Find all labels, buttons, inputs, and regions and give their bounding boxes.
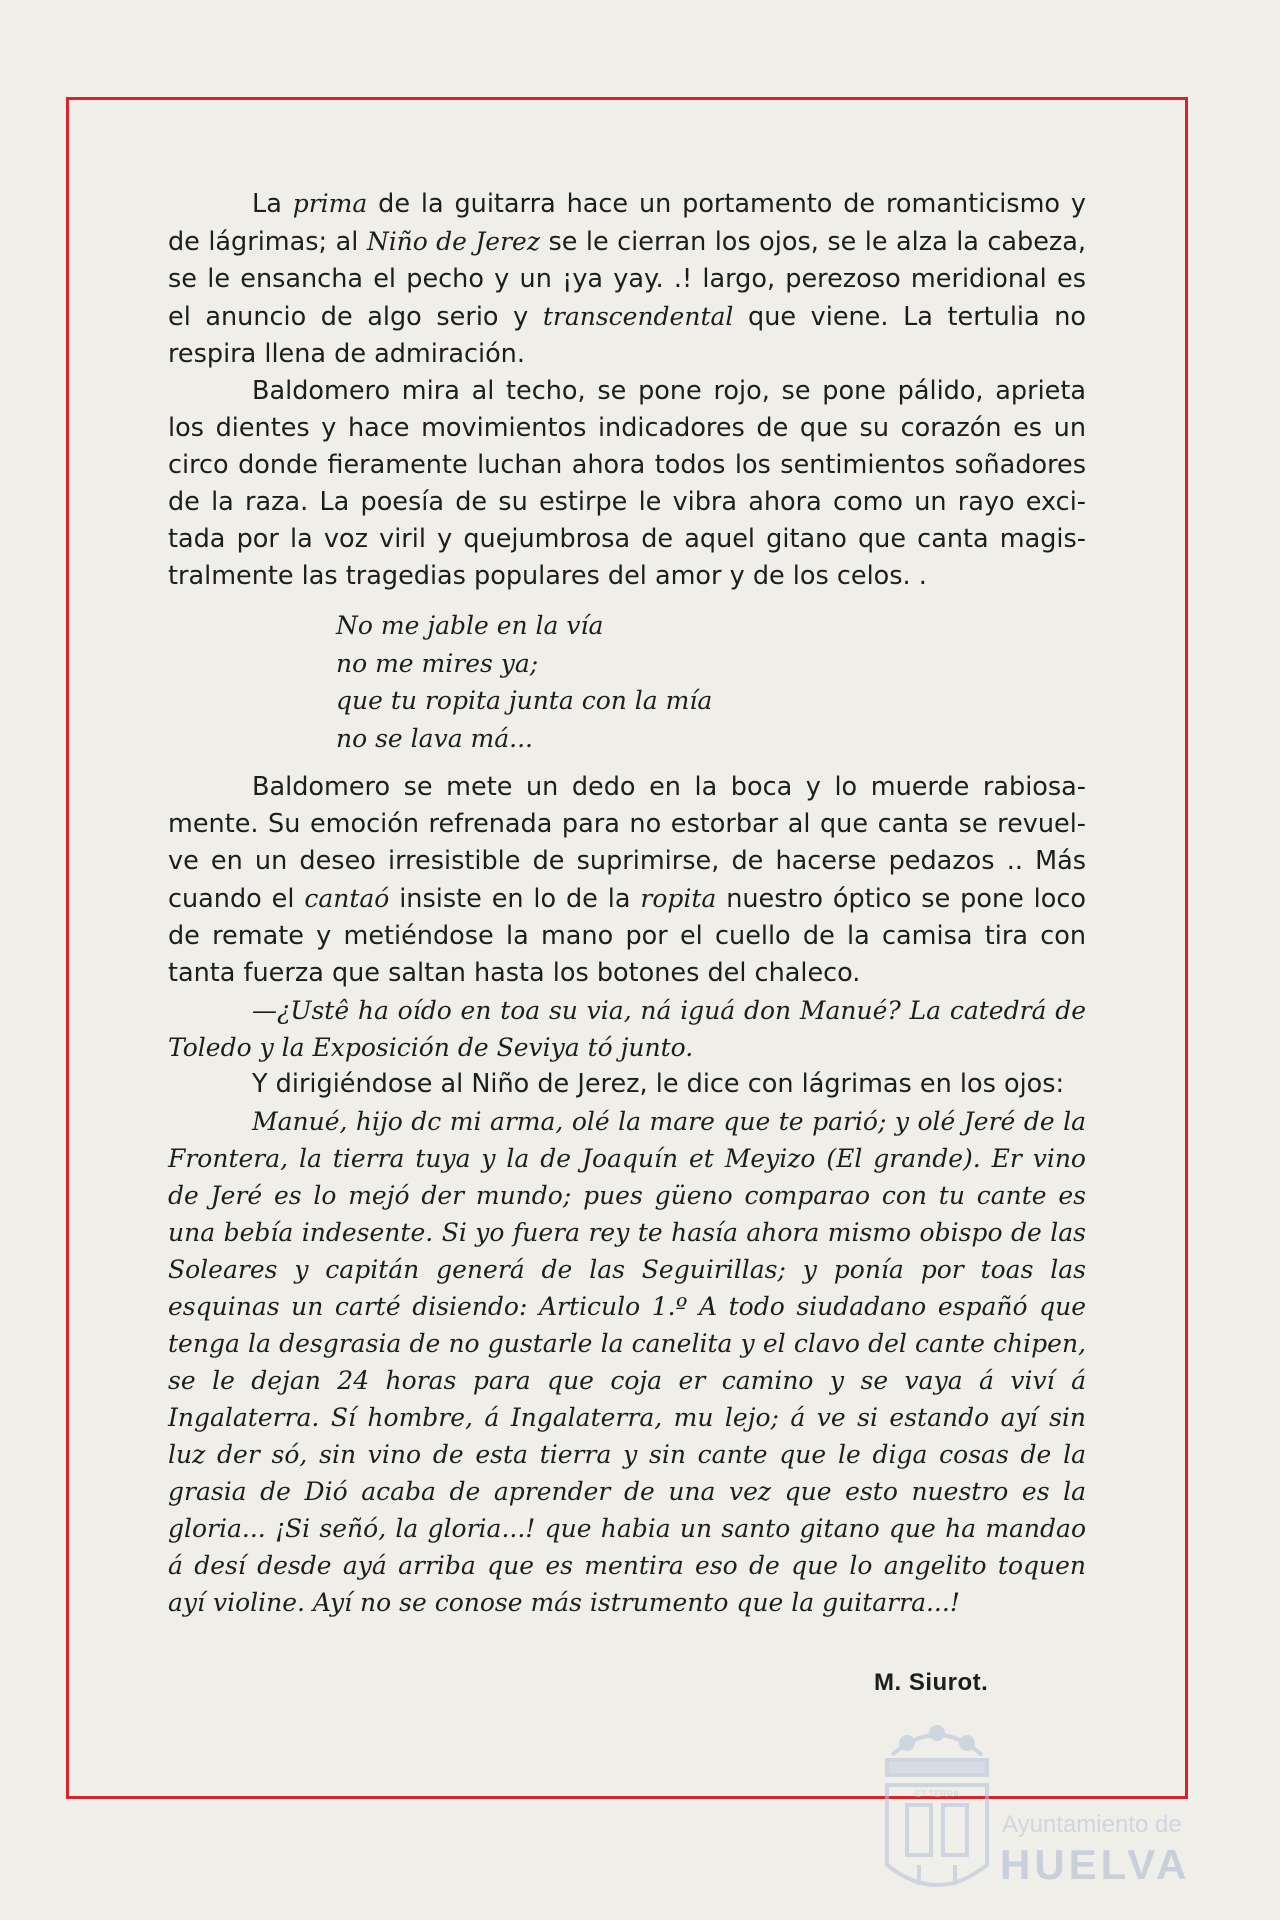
poem-verses xyxy=(336,607,1086,757)
paragraph-4-dialogue: —¿Ustê ha oído en toa su via, ná iguá don Manué? La catedrá de Toledo y la Exposición de Seviya tó junto. xyxy=(168,996,1086,1062)
watermark-line2: HUELVA xyxy=(1000,1841,1191,1888)
paragraph-6-speech: Manué, hijo dc mi arma, olé la mare que te parió; y olé Jeré de la Frontera, la tierra tuya y la de Joaquín et Meyizo (El grande). Er vino de Jeré es lo mejó der mundo; pues güeno comparao con tu cante es una bebía indesente. Si yo fuera rey te hasía ahora mismo obispo de las Soleares y capitán generá de las Seguirillas; y ponía por toas las esquinas un carté disiendo: Articulo 1.º A todo siudadano españó que tenga la desgrasia de no gustarle la canelita y el clavo del cante chipen, se le dejan 24 horas para que coja er camino y se vaya á viví á Ingalaterra. Sí hombre, á Ingalaterra, mu lejo; á ve si estando ayí sin luz der só, sin vino de esta tierra y sin cante que le diga cosas de la grasia de Dió acaba de aprender de una vez que esto nuestro es la gloria... ¡Si señó, la gloria...! que habia un santo gitano que ha mandao á desí desde ayá arriba que es mentira eso de que lo angelito toquen ayí violine. Ayí no se conose más istrumento que la guitarra...! xyxy=(168,1107,1086,1617)
huelva-watermark xyxy=(862,1715,1191,1905)
watermark-line1: Ayuntamiento de xyxy=(1002,1811,1182,1838)
poem-line: que tu ropita junta con la mía xyxy=(336,686,713,715)
article-body xyxy=(168,185,1086,1621)
paragraph-1: La prima de la guitarra hace un portamento de romanticismo y de lágrimas; al Niño de Jerez se le cierran los ojos, se le alza la cabeza, se le ensancha el pecho y un ¡ya yay. .! largo, perezoso meridional es el anuncio de algo serio y transcendental que viene. La tertulia no respira llena de admiración. xyxy=(168,189,1087,369)
italic-prima: prima xyxy=(292,189,368,218)
author-signature: M. Siurot. xyxy=(874,1669,989,1696)
poem-line: No me jable en la vía xyxy=(336,611,604,640)
city-crest-icon xyxy=(862,1715,1012,1905)
italic-cantao: cantaó xyxy=(304,884,390,913)
paragraph-2: Baldomero mira al techo, se pone rojo, se pone pálido, aprieta los dientes y hace movimientos indicadores de que su corazón es un circo donde fieramente luchan ahora todos los sentimientos soñadores de la raza. La poesía de su estirpe le vibra ahora como un rayo excitada por la voz viril y quejumbrosa de aquel gitano que canta magistralmente las tragedias populares del amor y de los celos. . xyxy=(168,376,1086,591)
italic-nino-de-jerez: Niño de Jerez xyxy=(366,227,540,256)
paragraph-5: Y dirigiéndose al Niño de Jerez, le dice con lágrimas en los ojos: xyxy=(252,1069,1065,1099)
italic-ropita: ropita xyxy=(640,884,717,913)
crest-label: ET TERRA xyxy=(914,1789,960,1799)
italic-transcendental: transcendental xyxy=(542,302,734,331)
paragraph-3: Baldomero se mete un dedo en la boca y lo muerde rabiosamente. Su emoción refrenada para no estorbar al que canta se revuelve en un deseo irresistible de suprimirse, de hacerse pedazos .. Más cuando el cantaó insiste en lo de la ropita nuestro óptico se pone loco de remate y metiéndose la mano por el cuello de la camisa tira con tanta fuerza que saltan hasta los botones del chaleco. xyxy=(168,772,1086,988)
poem-line: no se lava má... xyxy=(336,723,533,753)
poem-line: no me mires ya; xyxy=(336,648,539,678)
